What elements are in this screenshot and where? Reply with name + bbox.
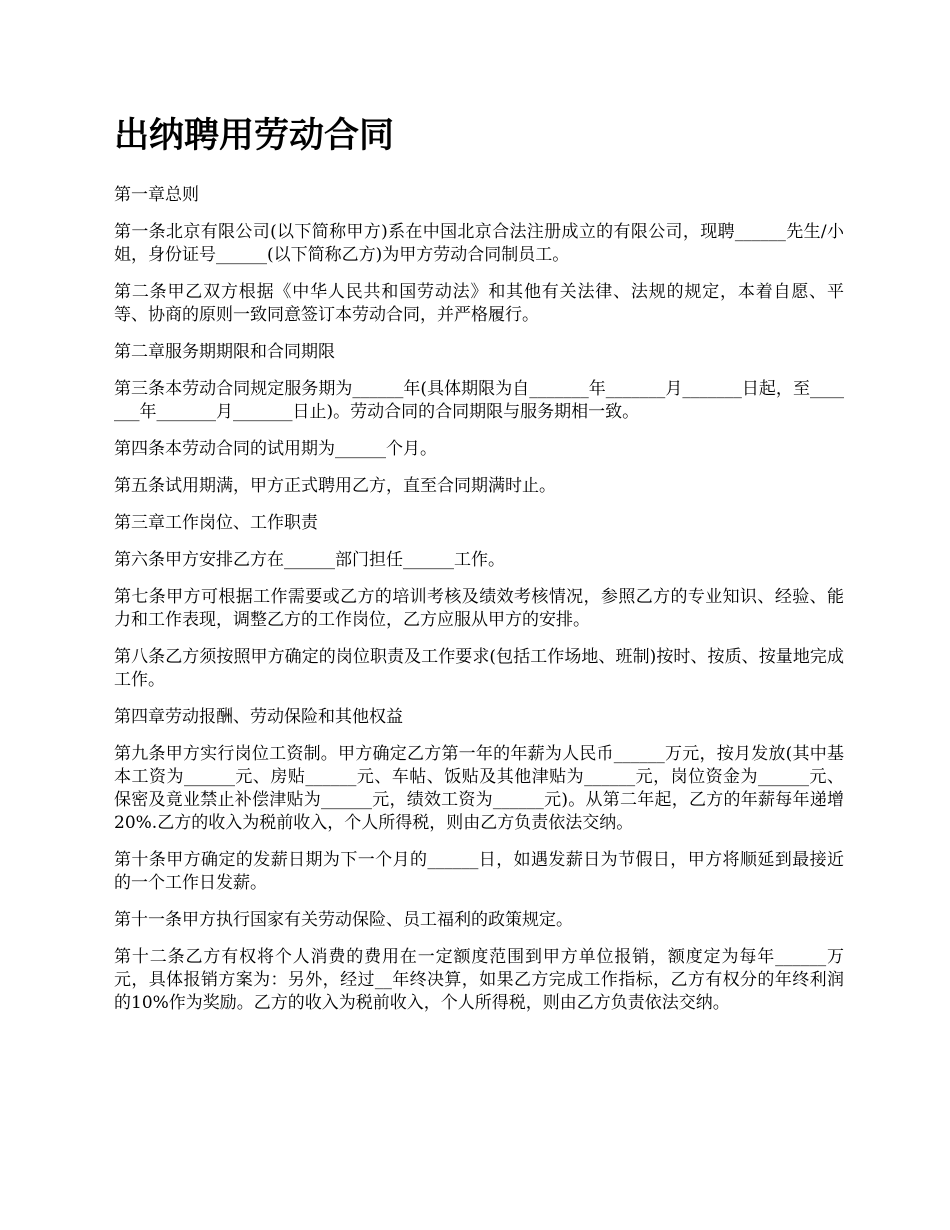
article-paragraph: 第十二条乙方有权将个人消费的费用在一定额度范围到甲方单位报销，额度定为每年______万元，具体报销方案为：另外，经过__年终决算，如果乙方完成工作指标，乙方有权分的年终利润的10%作为奖励。乙方的收入为税前收入，个人所得税，则由乙方负责依法交纳。 — [114, 947, 844, 1013]
article-paragraph: 第三条本劳动合同规定服务期为______年(具体期限为自_______年_______月_______日起，至_______年_______月_______日止)。劳动合同的合同期限与服务期相一致。 — [114, 379, 844, 422]
article-paragraph: 第七条甲方可根据工作需要或乙方的培训考核及绩效考核情况，参照乙方的专业知识、经验、能力和工作表现，调整乙方的工作岗位，乙方应服从甲方的安排。 — [114, 587, 844, 630]
article-paragraph: 第四条本劳动合同的试用期为______个月。 — [114, 439, 437, 459]
chapter-heading: 第四章劳动报酬、劳动保险和其他权益 — [114, 707, 403, 727]
document-page — [114, 112, 844, 1029]
article-paragraph: 第十一条甲方执行国家有关劳动保险、员工福利的政策规定。 — [114, 910, 573, 930]
article-paragraph: 第二条甲乙双方根据《中华人民共和国劳动法》和其他有关法律、法规的规定，本着自愿、平等、协商的原则一致同意签订本劳动合同，并严格履行。 — [114, 282, 844, 325]
article-paragraph: 第六条甲方安排乙方在______部门担任______工作。 — [114, 550, 505, 570]
chapter-heading: 第一章总则 — [114, 185, 199, 205]
article-paragraph: 第一条北京有限公司(以下简称甲方)系在中国北京合法注册成立的有限公司，现聘______先生/小姐，身份证号______(以下简称乙方)为甲方劳动合同制员工。 — [114, 222, 844, 265]
chapter-heading: 第二章服务期期限和合同期限 — [114, 342, 335, 362]
document-title: 出纳聘用劳动合同 — [114, 115, 395, 156]
article-paragraph: 第十条甲方确定的发薪日期为下一个月的______日，如遇发薪日为节假日，甲方将顺延到最接近的一个工作日发薪。 — [114, 850, 844, 893]
article-paragraph: 第九条甲方实行岗位工资制。甲方确定乙方第一年的年薪为人民币______万元，按月发放(其中基本工资为______元、房贴______元、车帖、饭贴及其他津贴为______元，岗位资金为______元、保密及竟业禁止补偿津贴为______元，绩效工资为______元)。从第二年起，乙方的年薪每年递增20%.乙方的收入为税前收入，个人所得税，则由乙方负责依法交纳。 — [114, 744, 844, 833]
chapter-heading: 第三章工作岗位、工作职责 — [114, 513, 318, 533]
article-paragraph: 第八条乙方须按照甲方确定的岗位职责及工作要求(包括工作场地、班制)按时、按质、按量地完成工作。 — [114, 647, 844, 690]
article-paragraph: 第五条试用期满，甲方正式聘用乙方，直至合同期满时止。 — [114, 476, 556, 496]
